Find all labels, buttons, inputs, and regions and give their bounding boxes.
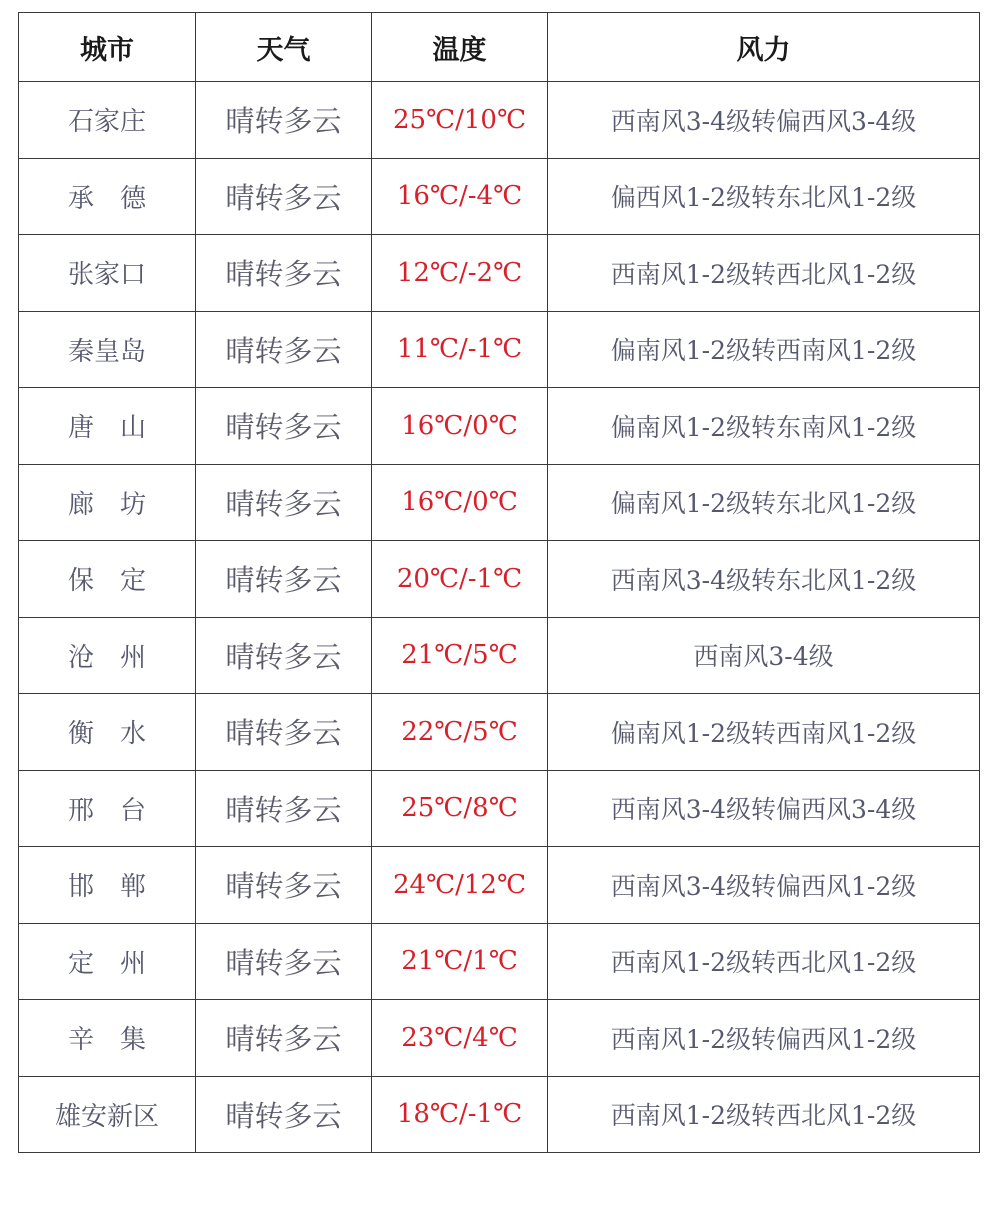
weather-cell: 晴转多云 [196,770,372,847]
header-temperature: 温度 [372,13,548,82]
weather-cell: 晴转多云 [196,694,372,771]
table-body [19,82,980,1153]
weather-cell: 晴转多云 [196,158,372,235]
weather-cell: 晴转多云 [196,1076,372,1153]
wind-cell: 西南风3-4级转偏西风3-4级 [548,82,980,159]
wind-cell: 西南风3-4级转偏西风1-2级 [548,847,980,924]
header-city: 城市 [19,13,196,82]
table-row [19,923,980,1000]
table-row [19,82,980,159]
city-cell: 保 定 [19,541,196,618]
weather-cell: 晴转多云 [196,541,372,618]
weather-cell: 晴转多云 [196,923,372,1000]
temperature-cell: 16℃/0℃ [372,388,548,465]
weather-cell: 晴转多云 [196,311,372,388]
temperature-cell: 22℃/5℃ [372,694,548,771]
city-cell: 衡 水 [19,694,196,771]
table-row [19,847,980,924]
temperature-cell: 16℃/-4℃ [372,158,548,235]
wind-cell: 偏南风1-2级转西南风1-2级 [548,694,980,771]
wind-cell: 偏南风1-2级转东北风1-2级 [548,464,980,541]
wind-cell: 西南风1-2级转西北风1-2级 [548,923,980,1000]
wind-cell: 西南风1-2级转西北风1-2级 [548,1076,980,1153]
wind-cell: 西南风3-4级 [548,617,980,694]
city-cell: 承 德 [19,158,196,235]
wind-cell: 偏西风1-2级转东北风1-2级 [548,158,980,235]
city-cell: 辛 集 [19,1000,196,1077]
weather-cell: 晴转多云 [196,82,372,159]
city-cell: 定 州 [19,923,196,1000]
header-wind: 风力 [548,13,980,82]
temperature-cell: 18℃/-1℃ [372,1076,548,1153]
temperature-cell: 20℃/-1℃ [372,541,548,618]
table-header [19,13,980,82]
weather-cell: 晴转多云 [196,388,372,465]
city-cell: 石家庄 [19,82,196,159]
temperature-cell: 21℃/5℃ [372,617,548,694]
city-cell: 邯 郸 [19,847,196,924]
wind-cell: 西南风1-2级转偏西风1-2级 [548,1000,980,1077]
weather-cell: 晴转多云 [196,617,372,694]
city-cell: 邢 台 [19,770,196,847]
weather-cell: 晴转多云 [196,464,372,541]
wind-cell: 偏南风1-2级转东南风1-2级 [548,388,980,465]
table-row [19,158,980,235]
weather-cell: 晴转多云 [196,847,372,924]
temperature-cell: 11℃/-1℃ [372,311,548,388]
table-row [19,694,980,771]
table-row [19,235,980,312]
city-cell: 秦皇岛 [19,311,196,388]
weather-cell: 晴转多云 [196,1000,372,1077]
weather-forecast-table [18,12,980,1153]
table-row [19,464,980,541]
wind-cell: 偏南风1-2级转西南风1-2级 [548,311,980,388]
temperature-cell: 25℃/8℃ [372,770,548,847]
wind-cell: 西南风3-4级转东北风1-2级 [548,541,980,618]
city-cell: 雄安新区 [19,1076,196,1153]
city-cell: 沧 州 [19,617,196,694]
table-row [19,617,980,694]
temperature-cell: 16℃/0℃ [372,464,548,541]
table-row [19,311,980,388]
temperature-cell: 24℃/12℃ [372,847,548,924]
table-row [19,1076,980,1153]
wind-cell: 西南风3-4级转偏西风3-4级 [548,770,980,847]
city-cell: 廊 坊 [19,464,196,541]
city-cell: 唐 山 [19,388,196,465]
table-row [19,1000,980,1077]
city-cell: 张家口 [19,235,196,312]
header-row [19,13,980,82]
temperature-cell: 23℃/4℃ [372,1000,548,1077]
header-weather: 天气 [196,13,372,82]
weather-cell: 晴转多云 [196,235,372,312]
wind-cell: 西南风1-2级转西北风1-2级 [548,235,980,312]
table-row [19,770,980,847]
table-row [19,541,980,618]
temperature-cell: 12℃/-2℃ [372,235,548,312]
table-row [19,388,980,465]
temperature-cell: 21℃/1℃ [372,923,548,1000]
temperature-cell: 25℃/10℃ [372,82,548,159]
